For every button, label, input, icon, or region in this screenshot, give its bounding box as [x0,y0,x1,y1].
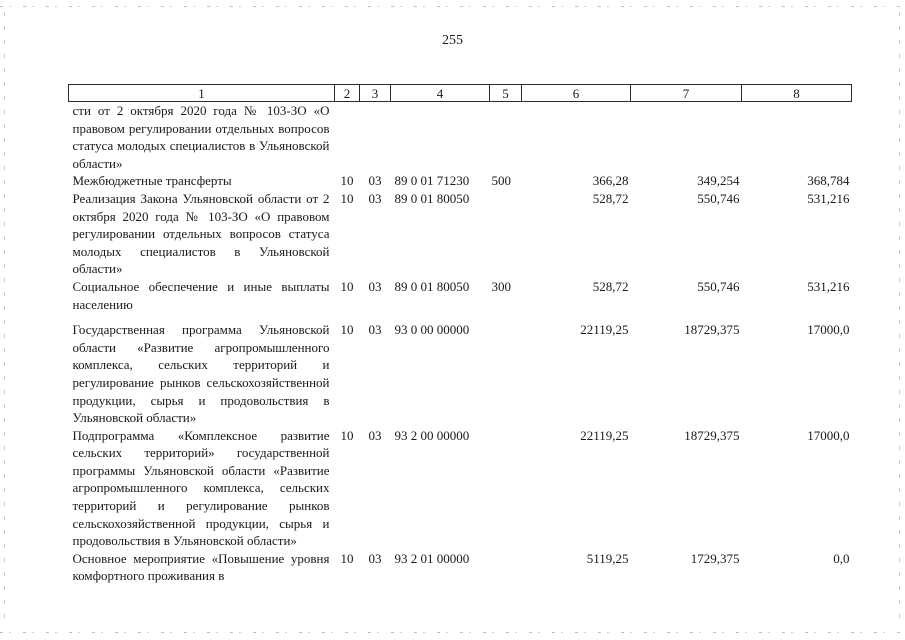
row-name: Реализация Закона Ульяновской области от 2 октября 2020 года № 103-ЗО «О правовом регулировании отдельных вопросов статуса молодых специалистов в Ульяновской области» [72,190,330,277]
row-expense-type: 500 [491,173,511,189]
row-name: Основное мероприятие «Повышение уровня комфортного проживания в [72,550,330,584]
header-col-5: 5 [490,85,522,102]
row-name: Социальное обеспечение и иные выплаты населению [72,278,330,312]
scan-edge-bottom [0,632,905,633]
scan-edge-left [4,12,5,627]
row-amount-8 [742,102,852,173]
row-section [335,102,360,173]
row-subsection: 03 [368,550,382,566]
row-subsection: 03 [368,322,382,338]
table-row [69,427,852,550]
row-amount-7: 550,746 [697,278,740,294]
table-row [69,278,852,313]
row-amount-7: 18729,375 [684,427,740,443]
row-target-code: 93 2 00 00000 [394,427,470,443]
table-row [69,190,852,278]
table-header [69,85,852,102]
row-expense-type [490,102,522,173]
row-amount-8: 17000,0 [807,322,850,338]
scan-edge-right [899,12,900,627]
row-target-code: 93 0 00 00000 [394,322,470,338]
row-name: Государственная программа Ульяновской области «Развитие агропромышленного комплекса, сельских территорий и регулирование рынков сельскохозяйственной продукции, сырья и продовольствия в Ульяновской области» [72,322,330,426]
row-amount-8: 0,0 [833,550,850,566]
row-amount-8: 531,216 [807,190,850,206]
row-subsection: 03 [368,173,382,189]
row-expense-type [490,550,522,585]
row-amount-7 [631,102,742,173]
row-expense-type [490,313,522,427]
scan-edge-top [0,6,905,7]
row-section: 10 [340,427,354,443]
row-amount-6: 528,72 [592,278,629,294]
header-col-1: 1 [69,85,335,102]
header-col-7: 7 [631,85,742,102]
row-section: 10 [340,278,354,294]
table-row [69,313,852,427]
header-col-8: 8 [742,85,852,102]
row-target-code [391,102,490,173]
row-target-code: 93 2 01 00000 [394,550,470,566]
row-amount-7: 18729,375 [684,322,740,338]
table-body [69,102,852,586]
row-expense-type [490,190,522,278]
row-subsection [360,102,391,173]
row-subsection: 03 [368,427,382,443]
header-col-3: 3 [360,85,391,102]
budget-table [68,84,852,585]
table-row [69,102,852,173]
row-section: 10 [340,322,354,338]
row-subsection: 03 [368,190,382,206]
row-name: сти от 2 октября 2020 года № 103-ЗО «О правовом регулировании отдельных вопросов статуса молодых специалистов в Ульяновской области» [72,103,330,171]
row-amount-8: 368,784 [807,173,850,189]
row-target-code: 89 0 01 80050 [394,190,470,206]
row-section: 10 [340,173,354,189]
row-amount-6: 22119,25 [580,322,629,338]
row-amount-6 [522,102,631,173]
row-amount-7: 349,254 [697,173,740,189]
row-name: Подпрограмма «Комплексное развитие сельских территорий» государственной программы Ульяновской области «Развитие агропромышленного комплекса, сельских территорий и регулирование рынков сельскохозяйственной продукции, сырья и продовольствия в Ульяновской области» [72,427,330,549]
table-row [69,172,852,190]
row-amount-6: 22119,25 [580,427,629,443]
row-amount-7: 1729,375 [690,550,740,566]
row-target-code: 89 0 01 80050 [394,278,470,294]
row-expense-type [490,427,522,550]
row-amount-6: 5119,25 [586,550,629,566]
header-col-2: 2 [335,85,360,102]
row-amount-6: 528,72 [592,190,629,206]
header-col-6: 6 [522,85,631,102]
row-amount-6: 366,28 [592,173,629,189]
row-amount-8: 17000,0 [807,427,850,443]
row-target-code: 89 0 01 71230 [394,173,470,189]
row-expense-type: 300 [491,278,511,294]
row-section: 10 [340,190,354,206]
row-amount-7: 550,746 [697,190,740,206]
header-row [69,85,852,102]
header-col-4: 4 [391,85,490,102]
table-row [69,550,852,585]
row-name: Межбюджетные трансферты [72,173,232,189]
row-section: 10 [340,550,354,566]
page-number: 255 [442,33,463,48]
row-amount-8: 531,216 [807,278,850,294]
row-subsection: 03 [368,278,382,294]
